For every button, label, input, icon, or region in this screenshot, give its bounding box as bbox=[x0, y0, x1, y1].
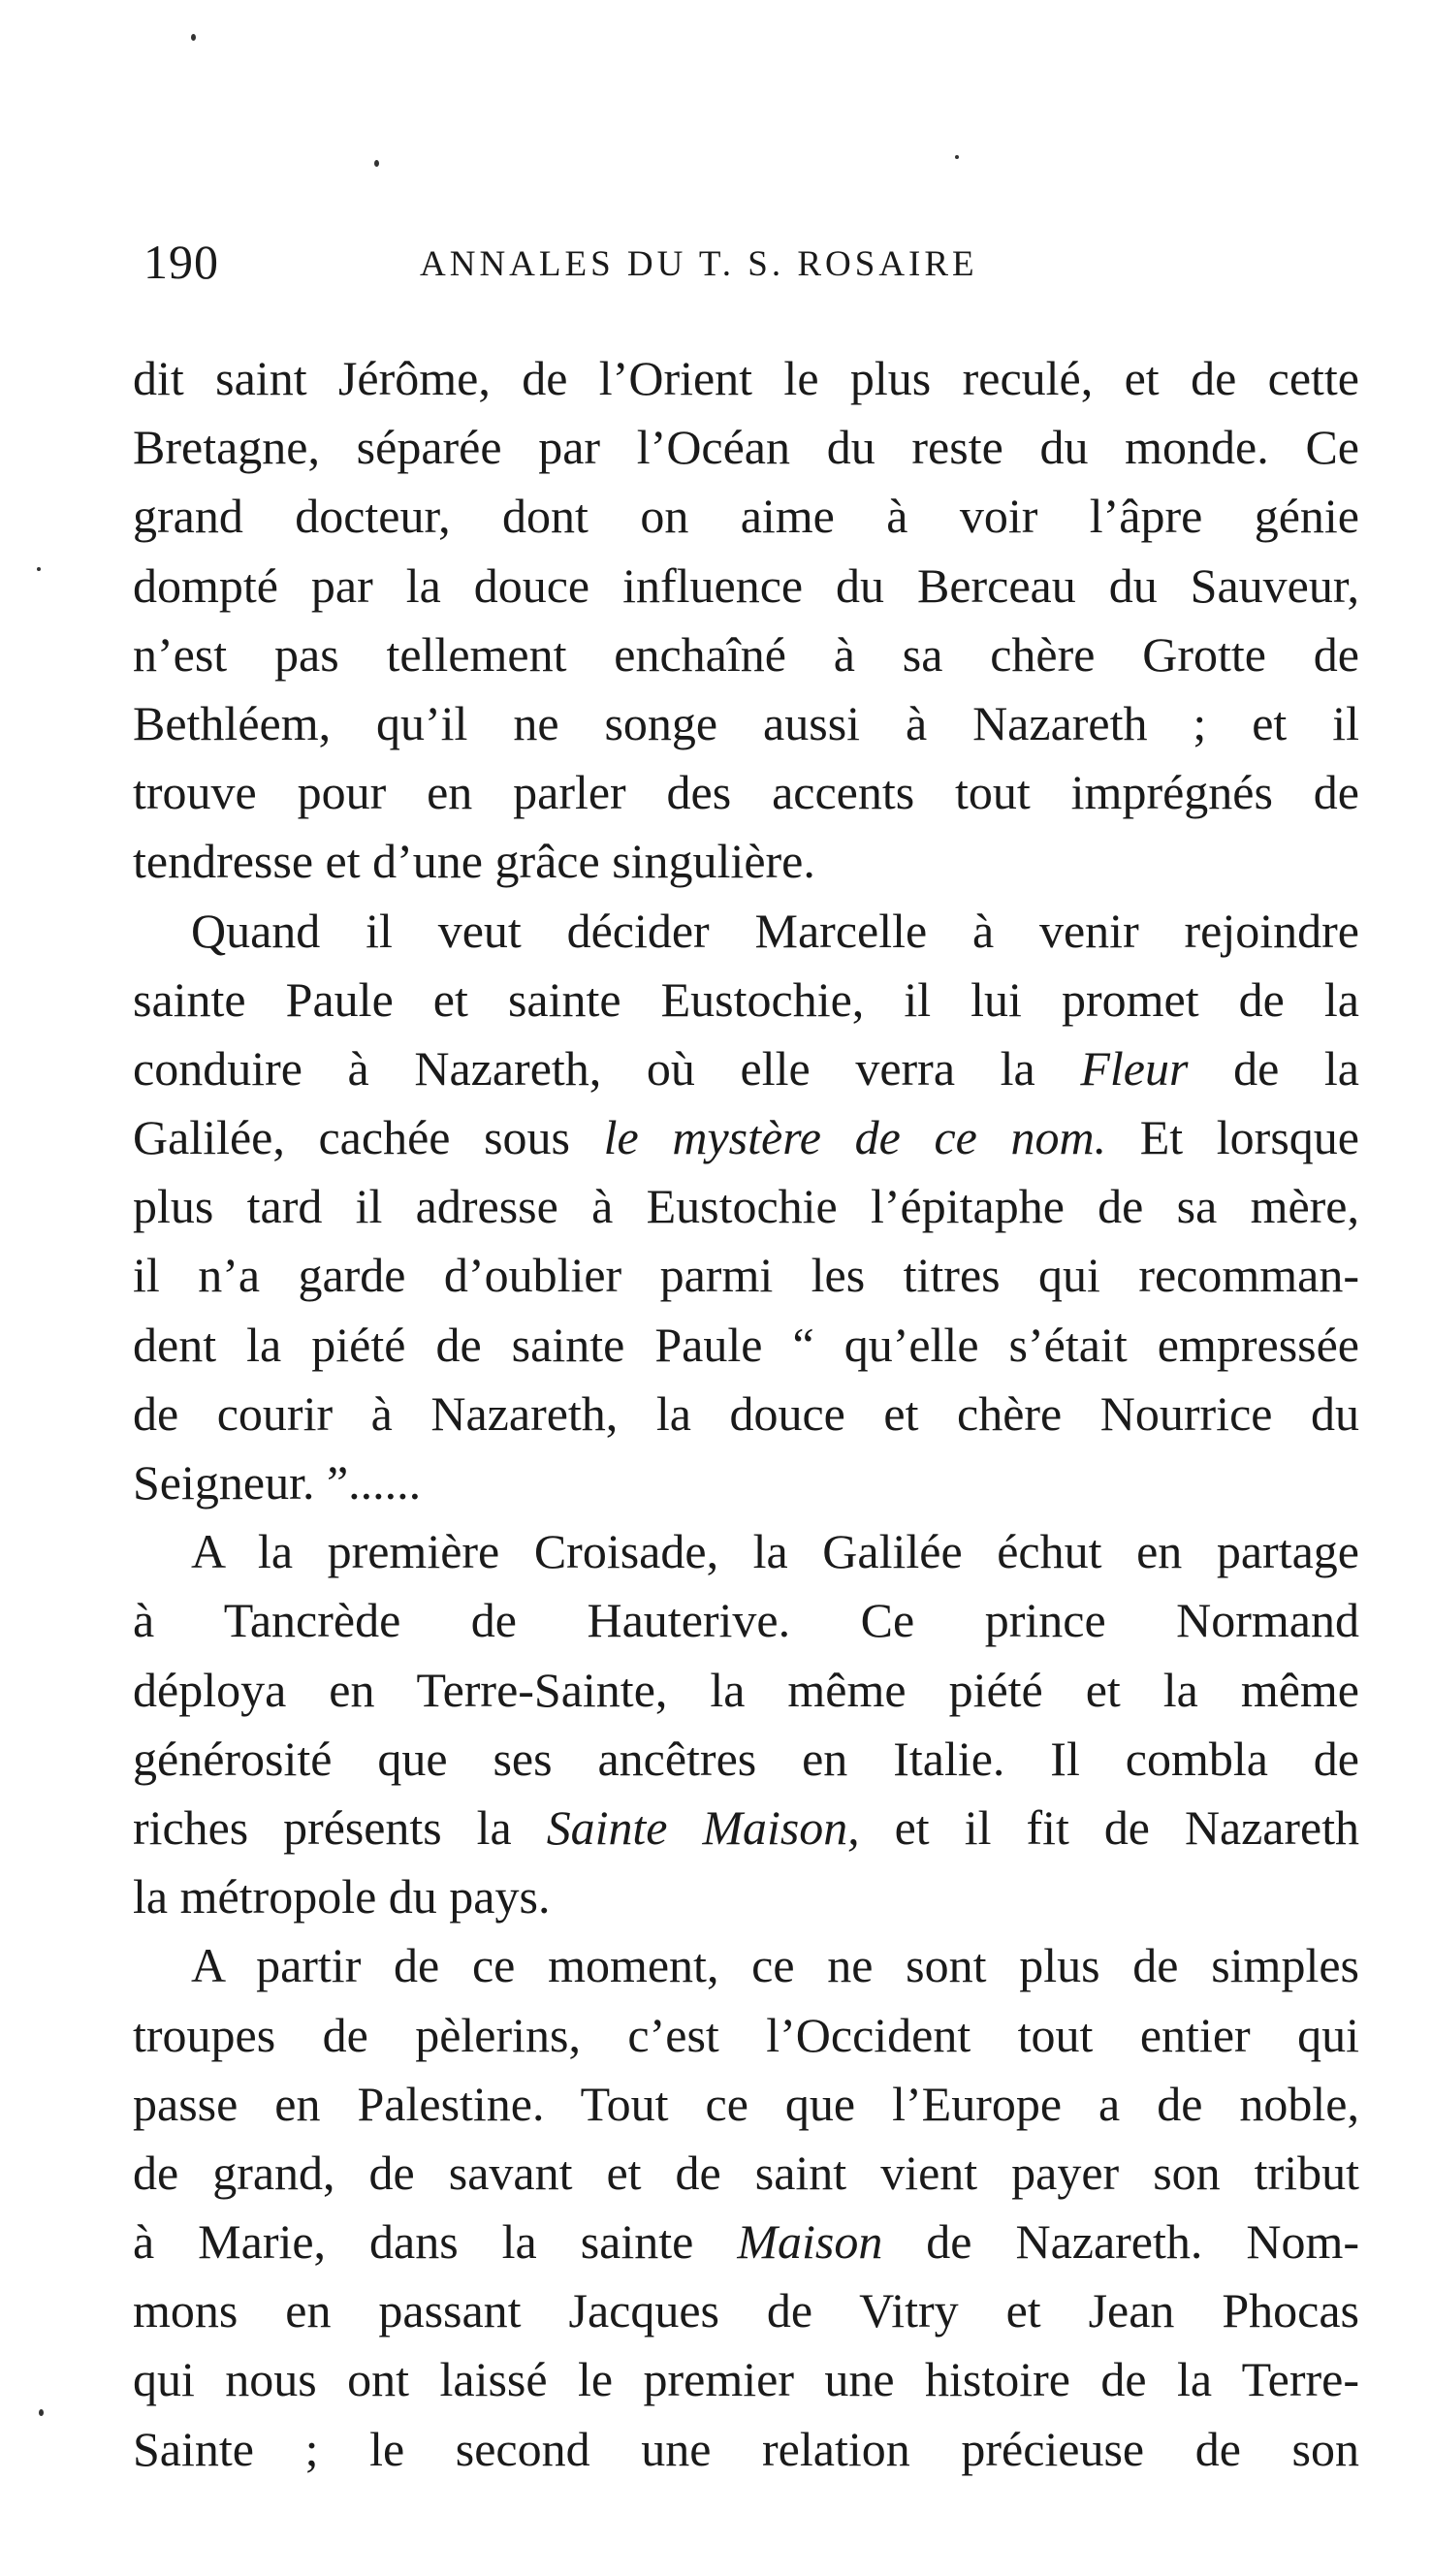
text-line: sainte Paule et sainte Eustochie, il lui promet de la bbox=[133, 971, 1359, 1027]
text-line: Sainte ; le second une relation précieuse de son bbox=[133, 2421, 1359, 2476]
text-line: dent la piété de sainte Paule “ qu’elle s’était empressée bbox=[133, 1317, 1359, 1372]
text-line: troupes de pèlerins, c’est l’Occident tout entier qui bbox=[133, 2007, 1359, 2062]
italic-text: le mystère de ce nom. bbox=[603, 1110, 1107, 1165]
text-line: grand docteur, dont on aime à voir l’âpre génie bbox=[133, 489, 1359, 544]
text-line: A la première Croisade, la Galilée échut en partage bbox=[191, 1524, 1359, 1579]
text-line: A partir de ce moment, ce ne sont plus de simples bbox=[191, 1938, 1359, 1993]
text-line: conduire à Nazareth, où elle verra la Fleur de la bbox=[133, 1040, 1359, 1096]
text-line: la métropole du pays. bbox=[133, 1869, 551, 1924]
print-speck bbox=[39, 2409, 44, 2416]
text-line: trouve pour en parler des accents tout imprégnés de bbox=[133, 765, 1359, 820]
text-line: riches présents la Sainte Maison, et il fit de Nazareth bbox=[133, 1800, 1359, 1855]
text-line: il n’a garde d’oublier parmi les titres qui recomman- bbox=[133, 1248, 1359, 1303]
text-line: Seigneur. ”...... bbox=[133, 1455, 422, 1510]
text-line: plus tard il adresse à Eustochie l’épitaphe de sa mère, bbox=[133, 1179, 1359, 1234]
text-line: à Marie, dans la sainte Maison de Nazareth. Nom- bbox=[133, 2214, 1359, 2270]
italic-text: Maison bbox=[737, 2214, 883, 2270]
text-line: de grand, de savant et de saint vient payer son tribut bbox=[133, 2145, 1359, 2200]
text-line: qui nous ont laissé le premier une histoire de la Terre- bbox=[133, 2352, 1359, 2407]
italic-text: Fleur bbox=[1080, 1040, 1189, 1096]
text-line: dit saint Jérôme, de l’Orient le plus reculé, et de cette bbox=[133, 351, 1359, 405]
running-header bbox=[143, 233, 1355, 301]
print-speck bbox=[191, 34, 196, 41]
text-line: tendresse et d’une grâce singulière. bbox=[133, 834, 815, 889]
print-speck bbox=[955, 155, 959, 159]
text-line: passe en Palestine. Tout ce que l’Europe a de noble, bbox=[133, 2076, 1359, 2131]
print-speck bbox=[37, 567, 41, 571]
text-line: Bretagne, séparée par l’Océan du reste du monde. Ce bbox=[133, 420, 1359, 475]
page-number: 190 bbox=[143, 235, 219, 289]
running-title: ANNALES DU T. S. ROSAIRE bbox=[420, 244, 978, 284]
text-line: Galilée, cachée sous le mystère de ce nom. Et lorsque bbox=[133, 1110, 1359, 1165]
text-line: dompté par la douce influence du Berceau du Sauveur, bbox=[133, 557, 1359, 613]
text-line: Bethléem, qu’il ne songe aussi à Nazareth ; et il bbox=[133, 695, 1359, 750]
italic-text: Sainte Maison, bbox=[546, 1800, 860, 1855]
text-line: générosité que ses ancêtres en Italie. Il combla de bbox=[133, 1731, 1359, 1786]
text-line: Quand il veut décider Marcelle à venir rejoindre bbox=[191, 903, 1359, 958]
text-line: n’est pas tellement enchaîné à sa chère Grotte de bbox=[133, 626, 1359, 682]
body-text bbox=[133, 344, 1359, 2484]
text-line: à Tancrède de Hauterive. Ce prince Normand bbox=[133, 1593, 1359, 1648]
text-line: de courir à Nazareth, la douce et chère Nourrice du bbox=[133, 1385, 1359, 1441]
text-line: déploya en Terre-Sainte, la même piété et la même bbox=[133, 1662, 1359, 1717]
print-speck bbox=[374, 160, 379, 167]
text-line: mons en passant Jacques de Vitry et Jean Phocas bbox=[133, 2283, 1359, 2338]
